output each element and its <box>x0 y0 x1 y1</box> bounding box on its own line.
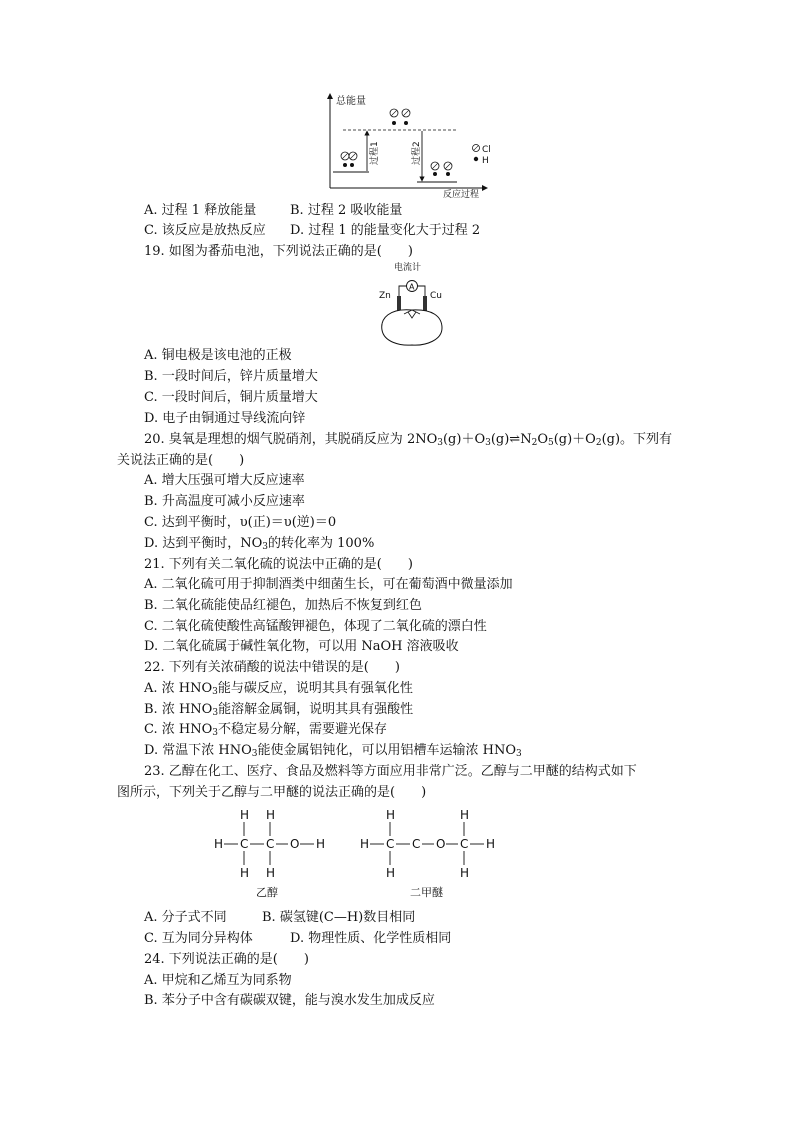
q22-option-c: C. 浓 $HNO_3$不稳定易分解，需要避光保存 <box>144 722 388 738</box>
q23-option-a: A. 分子式不同 <box>144 910 227 925</box>
q18-option-a: A. 过程 1 释放能量 <box>144 203 257 218</box>
q21-option-c: C. 二氧化硫使酸性高锰酸钾褪色，体现了二氧化硫的漂白性 <box>144 619 487 634</box>
tomato <box>382 310 442 345</box>
q21-option-a: A. 二氧化硫可用于抑制酒类中细菌生长，可在葡萄酒中微量添加 <box>144 577 513 592</box>
q18-option-d: D. 过程 1 的能量变化大于过程 2 <box>290 223 481 238</box>
svg-text:H: H <box>386 866 396 880</box>
q22-stem: 22. 下列有关浓硝酸的说法中错误的是( ) <box>144 660 400 675</box>
separated-atoms <box>390 109 410 125</box>
q18-option-c: C. 该反应是放热反应 <box>144 223 266 238</box>
q21-option-d: D. 二氧化硫属于碱性氧化物，可以用 NaOH 溶液吸收 <box>144 639 459 654</box>
svg-text:O: O <box>436 837 446 851</box>
dimethyl-ether-structure <box>356 806 506 898</box>
q20-option-b: B. 升高温度可减小反应速率 <box>144 494 305 509</box>
wire <box>399 286 407 296</box>
svg-text:H: H <box>460 808 470 822</box>
q19-stem: 19. 如图为番茄电池，下列说法正确的是( ) <box>144 244 413 259</box>
q24-option-a: A. 甲烷和乙烯互为同系物 <box>144 973 292 988</box>
q19-option-d: D. 电子由铜通过导线流向锌 <box>144 411 306 426</box>
energy-diagram <box>325 93 505 198</box>
q19-option-a: A. 铜电极是该电池的正极 <box>144 348 292 363</box>
legend <box>473 145 491 167</box>
q19-option-c: C. 一段时间后，铜片质量增大 <box>144 390 318 405</box>
q18-option-b: B. 过程 2 吸收能量 <box>290 203 403 218</box>
reactant-molecules <box>341 152 357 167</box>
ammeter-label: 电流计 <box>394 263 422 273</box>
svg-text:H: H <box>266 808 276 822</box>
q23-option-b: B. 碳氢键(C—H)数目相同 <box>262 910 416 925</box>
q23-stem: 23. 乙醇在化工、医疗、食品及燃料等方面应用非常广泛。乙醇与二甲醚的结构式如下 <box>144 764 637 779</box>
svg-text:H: H <box>240 808 250 822</box>
q19-option-b: B. 一段时间后，锌片质量增大 <box>144 369 318 384</box>
q24-option-b: B. 苯分子中含有碳碳双键，能与溴水发生加成反应 <box>144 993 435 1008</box>
svg-text:H: H <box>266 866 276 880</box>
q20-stem-line2: 关说法正确的是( ) <box>117 453 245 468</box>
svg-text:C: C <box>386 837 395 851</box>
svg-text:H: H <box>460 866 470 880</box>
svg-text:H: H <box>240 866 250 880</box>
svg-text:O: O <box>290 837 300 851</box>
svg-text:C: C <box>266 837 275 851</box>
q23-option-d: D. 物理性质、化学性质相同 <box>290 931 452 946</box>
legend-h: H <box>482 156 489 166</box>
y-axis-label: 总能量 <box>336 96 366 107</box>
q23-option-c: C. 互为同分异构体 <box>144 931 253 946</box>
process1-label: 过程1 <box>370 141 380 165</box>
zn-label: Zn <box>379 291 391 301</box>
q22-option-d: D. 常温下浓 $HNO_3$能使金属铝钝化，可以用铝槽车运输浓 $HNO_3$ <box>144 743 522 759</box>
q20-option-c: C. 达到平衡时，υ(正)＝υ(逆)＝0 <box>144 515 337 530</box>
ethanol-structure <box>210 806 340 898</box>
q20-stem: 20. 臭氧是理想的烟气脱硝剂，其脱硝反应为 $2NO_3(g)+O_3(g)\rightleftharpoons N_2O_5(g)+O_2(g)$。下列有 <box>144 432 673 448</box>
svg-text:C: C <box>460 837 469 851</box>
svg-text:H: H <box>360 837 370 851</box>
svg-text:C: C <box>240 837 249 851</box>
cu-label: Cu <box>430 291 442 301</box>
q22-option-a: A. 浓 $HNO_3$能与碳反应，说明其具有强氧化性 <box>144 681 413 697</box>
svg-text:H: H <box>214 837 224 851</box>
svg-text:H: H <box>486 837 496 851</box>
svg-text:C: C <box>412 837 421 851</box>
tomato-battery-diagram <box>372 260 452 346</box>
product-molecules <box>431 162 452 176</box>
x-axis-label: 反应过程 <box>443 190 480 198</box>
legend-cl: Cl <box>482 145 491 155</box>
svg-text:A: A <box>409 282 415 292</box>
ethanol-label: 乙醇 <box>256 886 278 898</box>
q22-option-b: B. 浓 $HNO_3$能溶解金属铜，说明其具有强酸性 <box>144 702 414 718</box>
svg-text:H: H <box>386 808 396 822</box>
q24-stem: 24. 下列说法正确的是( ) <box>144 952 309 967</box>
q21-option-b: B. 二氧化硫能使品红褪色，加热后不恢复到红色 <box>144 598 422 613</box>
q23-stem-line2: 图所示，下列关于乙醇与二甲醚的说法正确的是( ) <box>117 785 427 800</box>
q20-option-d: D. 达到平衡时，$NO_3$的转化率为 100% <box>144 536 375 552</box>
svg-text:H: H <box>316 837 326 851</box>
q20-option-a: A. 增大压强可增大反应速率 <box>144 473 305 488</box>
q21-stem: 21. 下列有关二氧化硫的说法中正确的是( ) <box>144 557 413 572</box>
process2-label: 过程2 <box>412 141 422 165</box>
ether-label: 二甲醚 <box>410 886 443 898</box>
